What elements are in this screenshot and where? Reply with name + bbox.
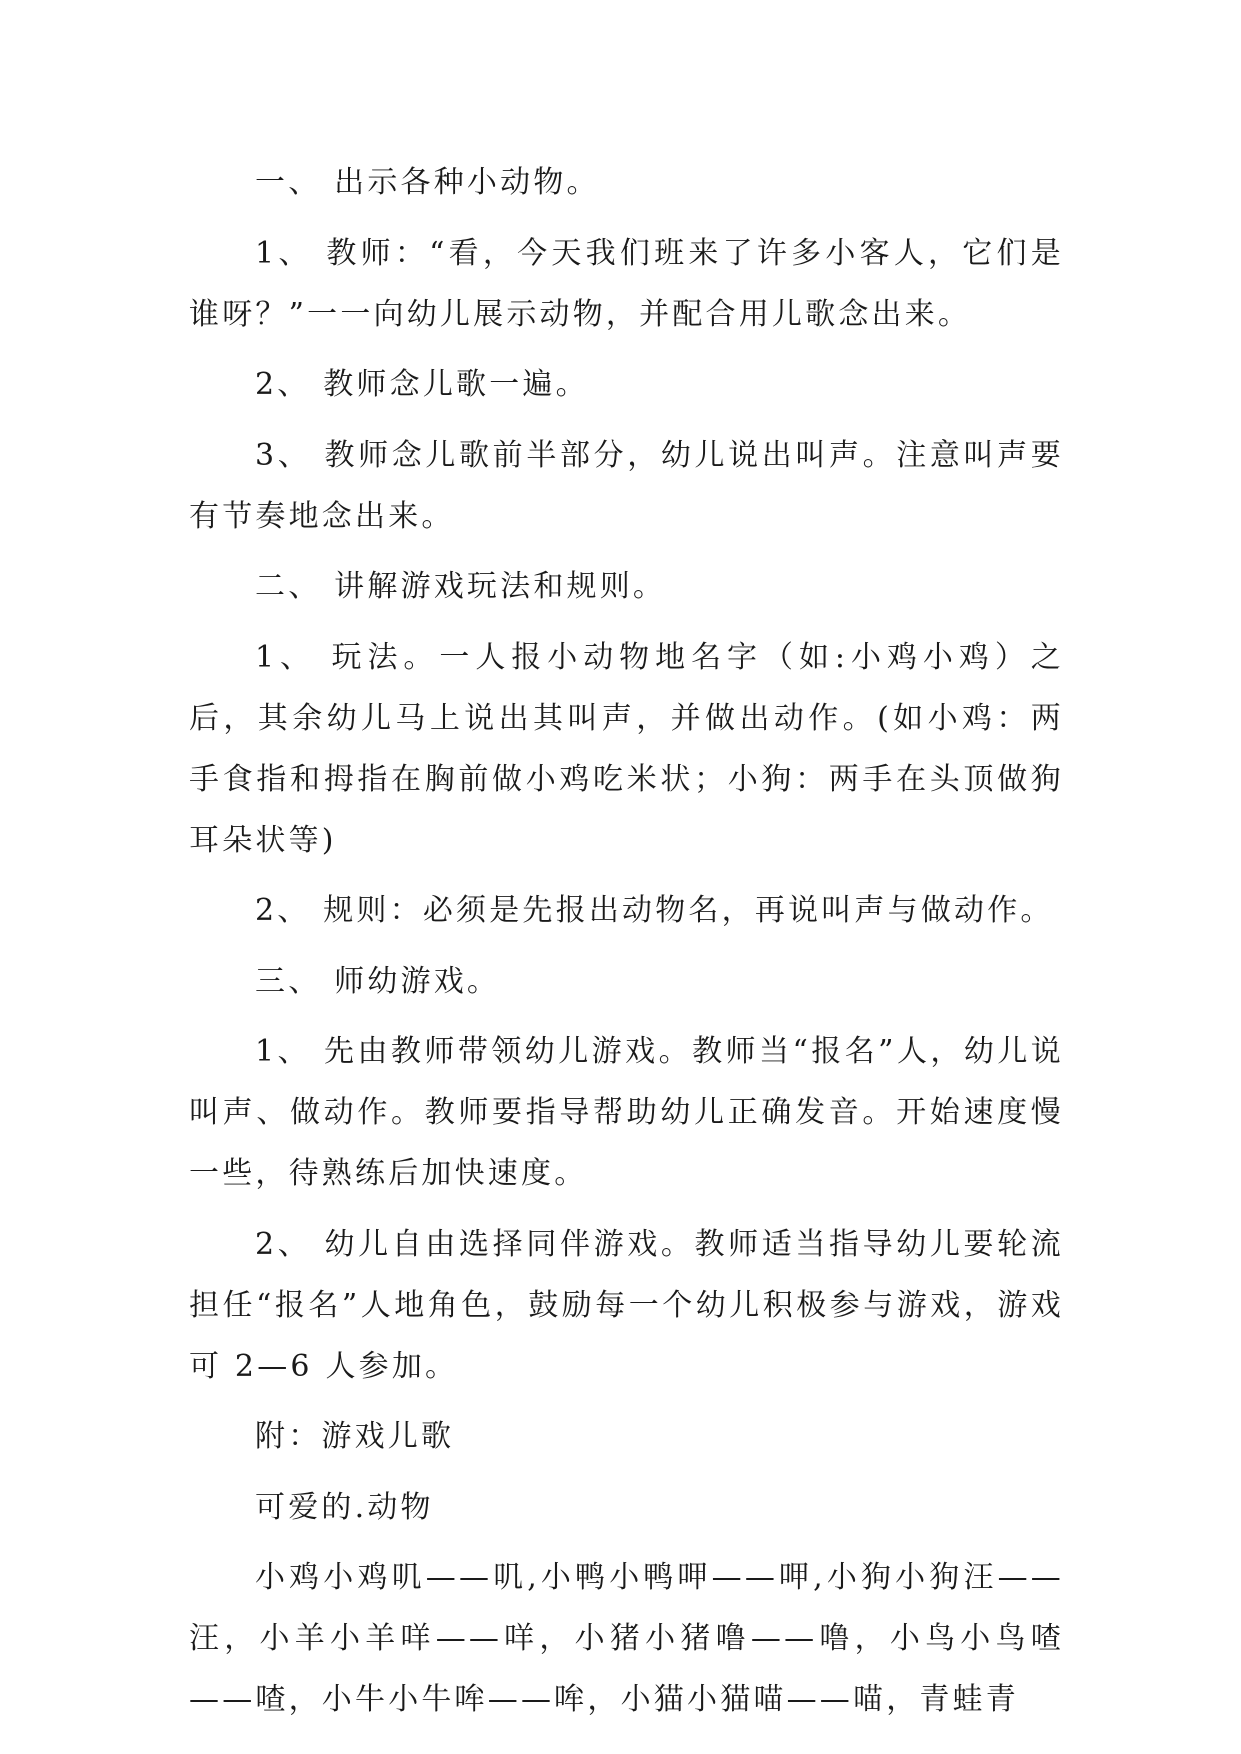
step-paragraph: 1、 玩法。一人报小动物地名字（如:小鸡小鸡）之后，其余幼儿马上说出其叫声，并做出动作。(如小鸡：两手食指和拇指在胸前做小鸡吃米状；小狗：两手在头顶做狗耳朵状等) (189, 639, 1064, 858)
step-paragraph: 2、 教师念儿歌一遍。 (255, 367, 589, 402)
step-paragraph: 2、 规则：必须是先报出动物名，再说叫声与做动作。 (255, 893, 1054, 928)
step-paragraph: 2、 幼儿自由选择同伴游戏。教师适当指导幼儿要轮流担任“报名”人地角色，鼓励每一个幼儿积极参与游戏，游戏可 2—6 人参加。 (189, 1226, 1064, 1384)
step-paragraph: 1、 教师：“看，今天我们班来了许多小客人，它们是谁呀？”一一向幼儿展示动物，并配合用儿歌念出来。 (189, 235, 1064, 332)
document-body (189, 152, 1064, 1740)
rhyme-title: 可爱的.动物 (255, 1489, 434, 1525)
rhyme-text: 小鸡小鸡叽——叽,小鸭小鸭呷——呷,小狗小狗汪——汪，小羊小羊咩——咩，小猪小猪噜——噜，小鸟小鸟喳——喳，小牛小牛哞——哞，小猫小猫喵——喵，青蛙青 (189, 1560, 1064, 1717)
section-heading-1: 一、 出示各种小动物。 (255, 165, 600, 200)
step-paragraph: 3、 教师念儿歌前半部分，幼儿说出叫声。注意叫声要有节奏地念出来。 (189, 437, 1064, 534)
section-heading-2: 二、 讲解游戏玩法和规则。 (255, 569, 667, 604)
appendix-label: 附：游戏儿歌 (255, 1419, 455, 1454)
step-paragraph: 1、 先由教师带领幼儿游戏。教师当“报名”人，幼儿说叫声、做动作。教师要指导帮助幼儿正确发音。开始速度慢一些，待熟练后加快速度。 (189, 1034, 1064, 1191)
section-heading-3: 三、 师幼游戏。 (255, 963, 501, 999)
